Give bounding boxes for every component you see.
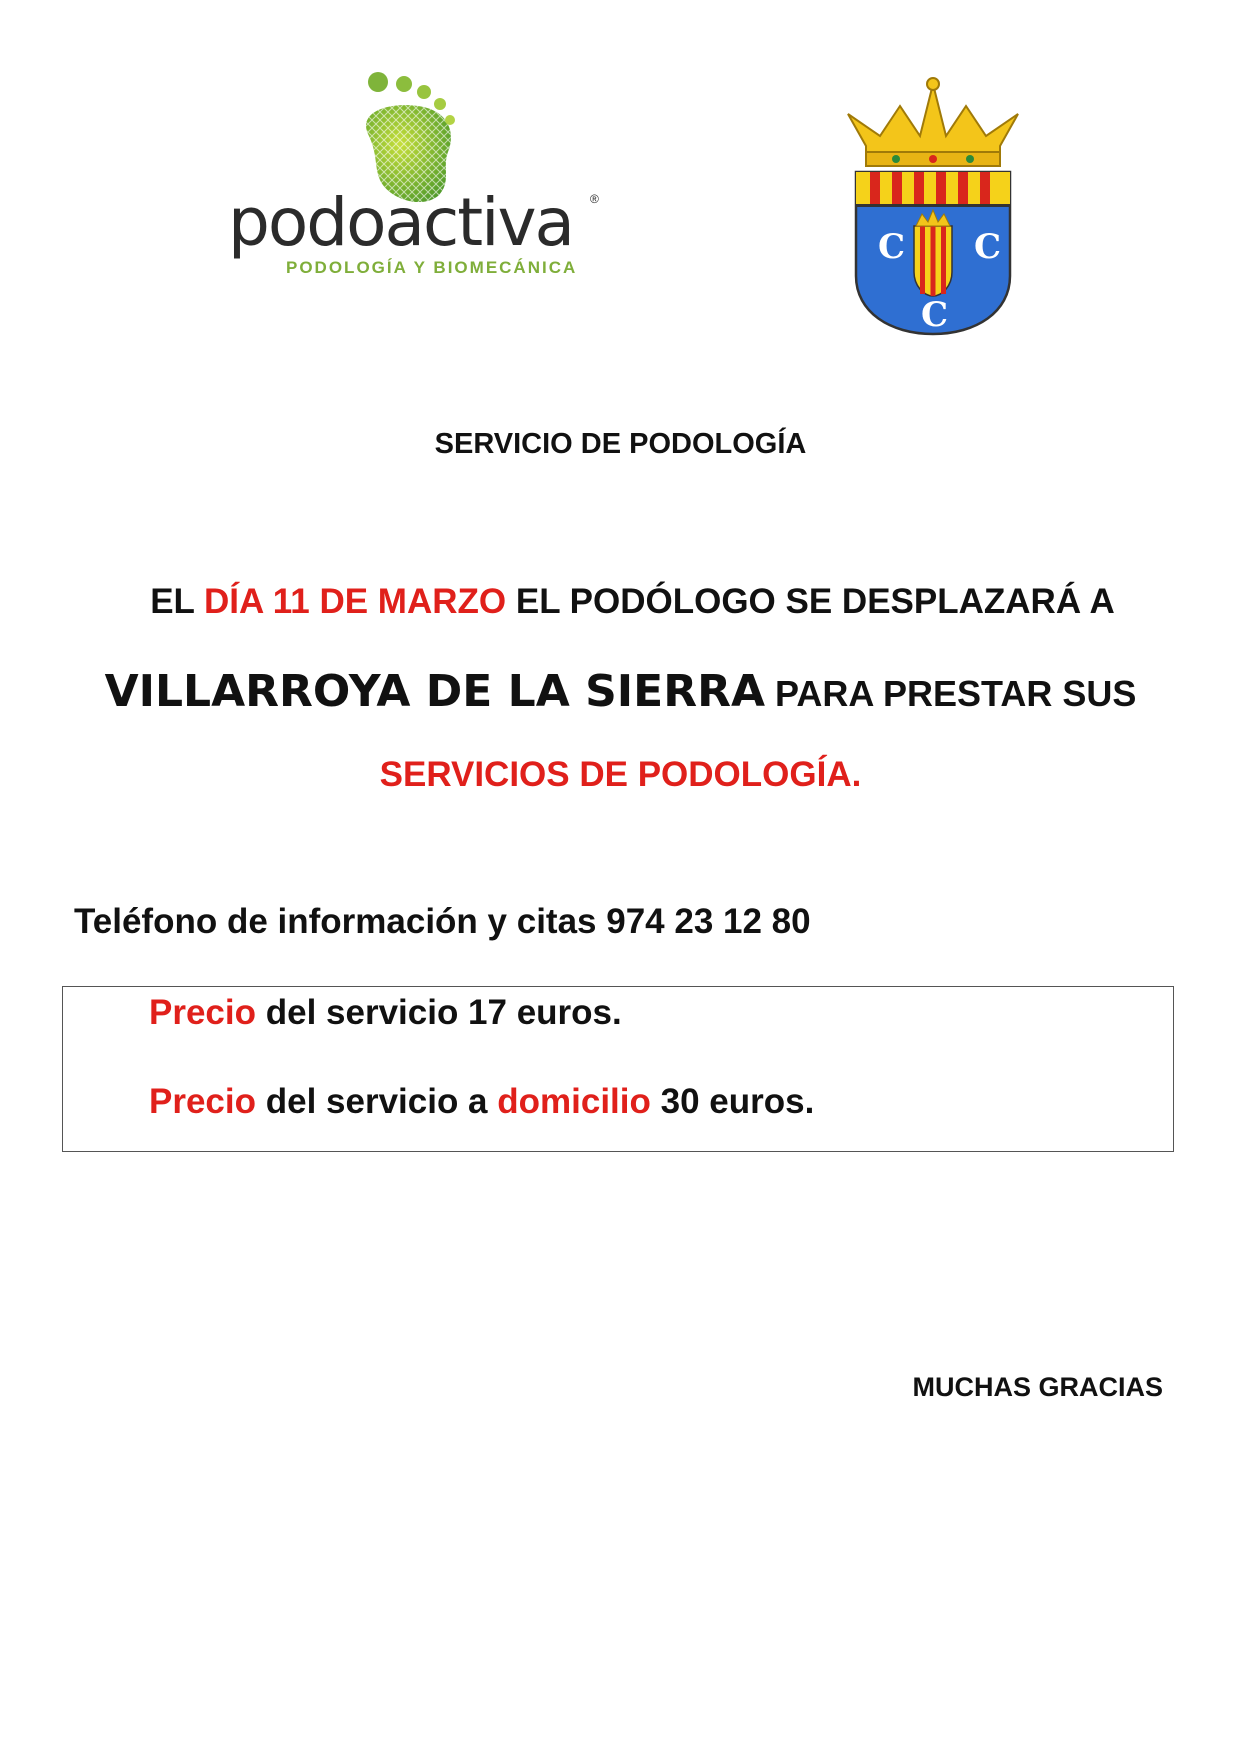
town-name: VILLARROYA DE LA SIERRA xyxy=(104,666,766,717)
announcement-date: DÍA 11 DE MARZO xyxy=(204,582,507,621)
coat-of-arms xyxy=(826,76,1040,338)
announcement-line-2 xyxy=(0,666,1241,717)
crest-letter-left: C xyxy=(878,227,906,267)
closing-thanks: MUCHAS GRACIAS xyxy=(912,1372,1163,1402)
price-box xyxy=(62,986,1174,1152)
brand-tagline: PODOLOGÍA Y BIOMECÁNICA xyxy=(286,258,578,277)
crest-letter-bottom: C xyxy=(921,295,949,335)
price-highlight: domicilio xyxy=(497,1082,651,1121)
announcement-text: EL PODÓLOGO SE DESPLAZARÁ A xyxy=(506,582,1115,621)
announcement-text: EL xyxy=(150,582,205,621)
price-line-home xyxy=(149,1082,814,1122)
price-line-standard xyxy=(149,993,622,1033)
price-label: Precio xyxy=(149,1082,256,1121)
phone-info: Teléfono de información y citas 974 23 12 80 xyxy=(74,902,811,941)
announcement-services: SERVICIOS DE PODOLOGÍA. xyxy=(379,755,862,794)
price-text: del servicio 17 euros. xyxy=(256,993,622,1032)
brand-name: podoactiva xyxy=(228,184,573,261)
announcement-text: PARA PRESTAR SUS xyxy=(765,673,1137,714)
price-label: Precio xyxy=(149,993,256,1032)
crest-letter-right: C xyxy=(974,227,1002,267)
announcement-line-1 xyxy=(12,582,1241,622)
foot-icon xyxy=(348,72,588,202)
page-title: SERVICIO DE PODOLOGÍA xyxy=(434,428,807,460)
price-text: 30 euros. xyxy=(650,1082,815,1121)
podoactiva-logo xyxy=(228,72,608,292)
coat-of-arms-icon xyxy=(826,76,1040,338)
price-text: del servicio a xyxy=(256,1082,498,1121)
registered-mark: ® xyxy=(590,192,599,206)
